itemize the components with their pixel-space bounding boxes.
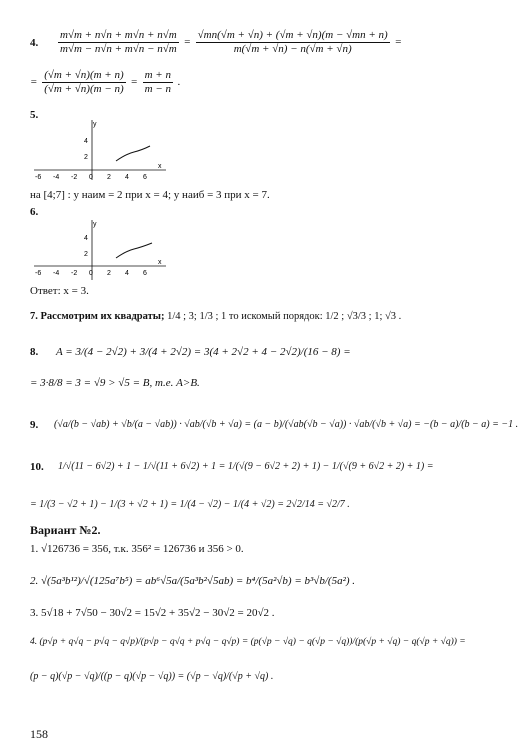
p4-label: 4.: [30, 37, 39, 49]
p4-frac4-numerator: m + n: [144, 69, 171, 81]
p4-fraction-1: [58, 30, 179, 55]
sqrt-curve: [116, 146, 150, 161]
p8-line2: = 3·8/8 = 3 = √9 > √5 = B, т.е. A>B.: [30, 377, 200, 389]
p9-expression: (√a/(b − √ab) + √b/(a − √ab)) · √ab/(√b + √a) = (a − b)/(√ab(√b − √a)) · √ab/(√b + √a) = −(b − a)/(b − a) = −1 .: [54, 419, 518, 430]
x-tick: -2: [71, 270, 78, 277]
v2-problem-4-line2: (p − q)(√p − √q)/((p − q)(√p − √q)) = (√p − √q)/(√p + √q) .: [30, 671, 274, 682]
y-tick: 2: [84, 251, 88, 258]
equals-sign: =: [130, 76, 138, 89]
p4-expression-line1: [56, 30, 402, 55]
x-tick: 6: [143, 174, 147, 181]
p8-line1: A = 3/(4 − 2√2) + 3/(4 + 2√2) = 3(4 + 2√2 + 4 − 2√2)/(16 − 8) =: [56, 346, 351, 358]
v2-problem-2: 2. √(5a³b¹²)/√(125a⁷b⁵) = ab⁶√5a/(5a³b²√5ab) = b⁴/(5a²√b) = b³√b/(5a²) .: [30, 575, 356, 587]
graph-6: [30, 218, 170, 284]
x-tick: -4: [53, 270, 60, 277]
graph-5: [30, 118, 170, 184]
x-tick: -2: [71, 174, 78, 181]
p4-frac3-numerator: (√m + √n)(m + n): [44, 69, 124, 81]
y-tick: 4: [84, 235, 88, 242]
p4-fraction-2: [196, 30, 390, 55]
variant-heading: Вариант №2.: [30, 523, 101, 537]
v2-problem-3: 3. 5√18 + 7√50 − 30√2 = 15√2 + 35√2 − 30√2 = 20√2 .: [30, 607, 275, 619]
p4-frac1-denominator: m√m − n√n + m√n − n√m: [60, 43, 177, 55]
p10-line2: = 1/(3 − √2 + 1) − 1/(3 + √2 + 1) = 1/(4 − √2) − 1/(4 + √2) = 2√2/14 = √2/7 .: [30, 499, 350, 510]
y-tick: 4: [84, 138, 88, 145]
x-tick: 6: [143, 270, 147, 277]
p6-label: 6.: [30, 206, 39, 218]
p4-frac2-denominator: m(√m + √n) − n(√m + √n): [233, 43, 352, 55]
x-tick: 4: [125, 174, 129, 181]
equals-sign: =: [30, 76, 38, 89]
p5-answer: на [4;7] : y наим = 2 при x = 4; y наиб = 3 при x = 7.: [30, 189, 270, 201]
p7-squares: 1/4 ; 3; 1/3 ; 1 то искомый порядок:: [167, 311, 323, 322]
y-axis-label: y: [93, 121, 97, 128]
p10-line1: 1/√(11 − 6√2) + 1 − 1/√(11 + 6√2) + 1 = 1/(√(9 − 6√2 + 2) + 1) − 1/(√(9 + 6√2 + 2) + 1) =: [58, 461, 434, 472]
x-tick: 0: [89, 270, 93, 277]
v2-problem-1: 1. √126736 = 356, т.к. 356² = 126736 и 356 > 0.: [30, 543, 244, 555]
p8-label: 8.: [30, 346, 39, 358]
p4-fraction-4: [143, 70, 173, 95]
x-tick: 2: [107, 270, 111, 277]
equals-sign: =: [394, 36, 402, 49]
y-axis-label: y: [93, 221, 97, 228]
x-tick: -6: [35, 174, 42, 181]
x-axis-label: x: [158, 259, 162, 266]
y-tick: 2: [84, 154, 88, 161]
x-tick: 2: [107, 174, 111, 181]
p4-frac2-numerator: √mn(√m + √n) + (√m + √n)(m − √mn + n): [197, 29, 388, 41]
p4-frac4-denominator: m − n: [144, 83, 171, 95]
x-tick: 4: [125, 270, 129, 277]
p4-expression-line2: = $\frac{(√m + √n)(m + n)}{(√m + √n)(m - n)}$ = $\frac{m + n}{m - n}$ .: [30, 69, 181, 95]
p4-frac1-numerator: m√m + n√n + m√n + n√m: [60, 29, 177, 41]
p10-label: 10.: [30, 461, 44, 473]
p7-text: 7. Рассмотрим их квадраты;: [30, 311, 165, 322]
p9-label: 9.: [30, 419, 39, 431]
x-axis-label: x: [158, 163, 162, 170]
p6-answer: Ответ: x = 3.: [30, 285, 89, 297]
p5-label: 5.: [30, 109, 39, 121]
p4-frac3-denominator: (√m + √n)(m − n): [44, 83, 124, 95]
equals-sign: =: [183, 36, 191, 49]
x-tick: 0: [89, 174, 93, 181]
p4-fraction-3: [42, 70, 125, 95]
page-number: 158: [30, 727, 48, 741]
p7-line: [30, 312, 401, 323]
v2-problem-4-line1: 4. (p√p + q√q − p√q − q√p)/(p√p − q√q + p√q − q√p) = (p(√p − √q) − q(√p − √q))/(p(√p + √q) − q(√p + √q)) =: [30, 637, 466, 647]
x-tick: -4: [53, 174, 60, 181]
x-tick: -6: [35, 270, 42, 277]
p7-order: 1/2 ; √3/3 ; 1; √3 .: [325, 311, 402, 322]
sqrt-curve: [116, 243, 152, 258]
